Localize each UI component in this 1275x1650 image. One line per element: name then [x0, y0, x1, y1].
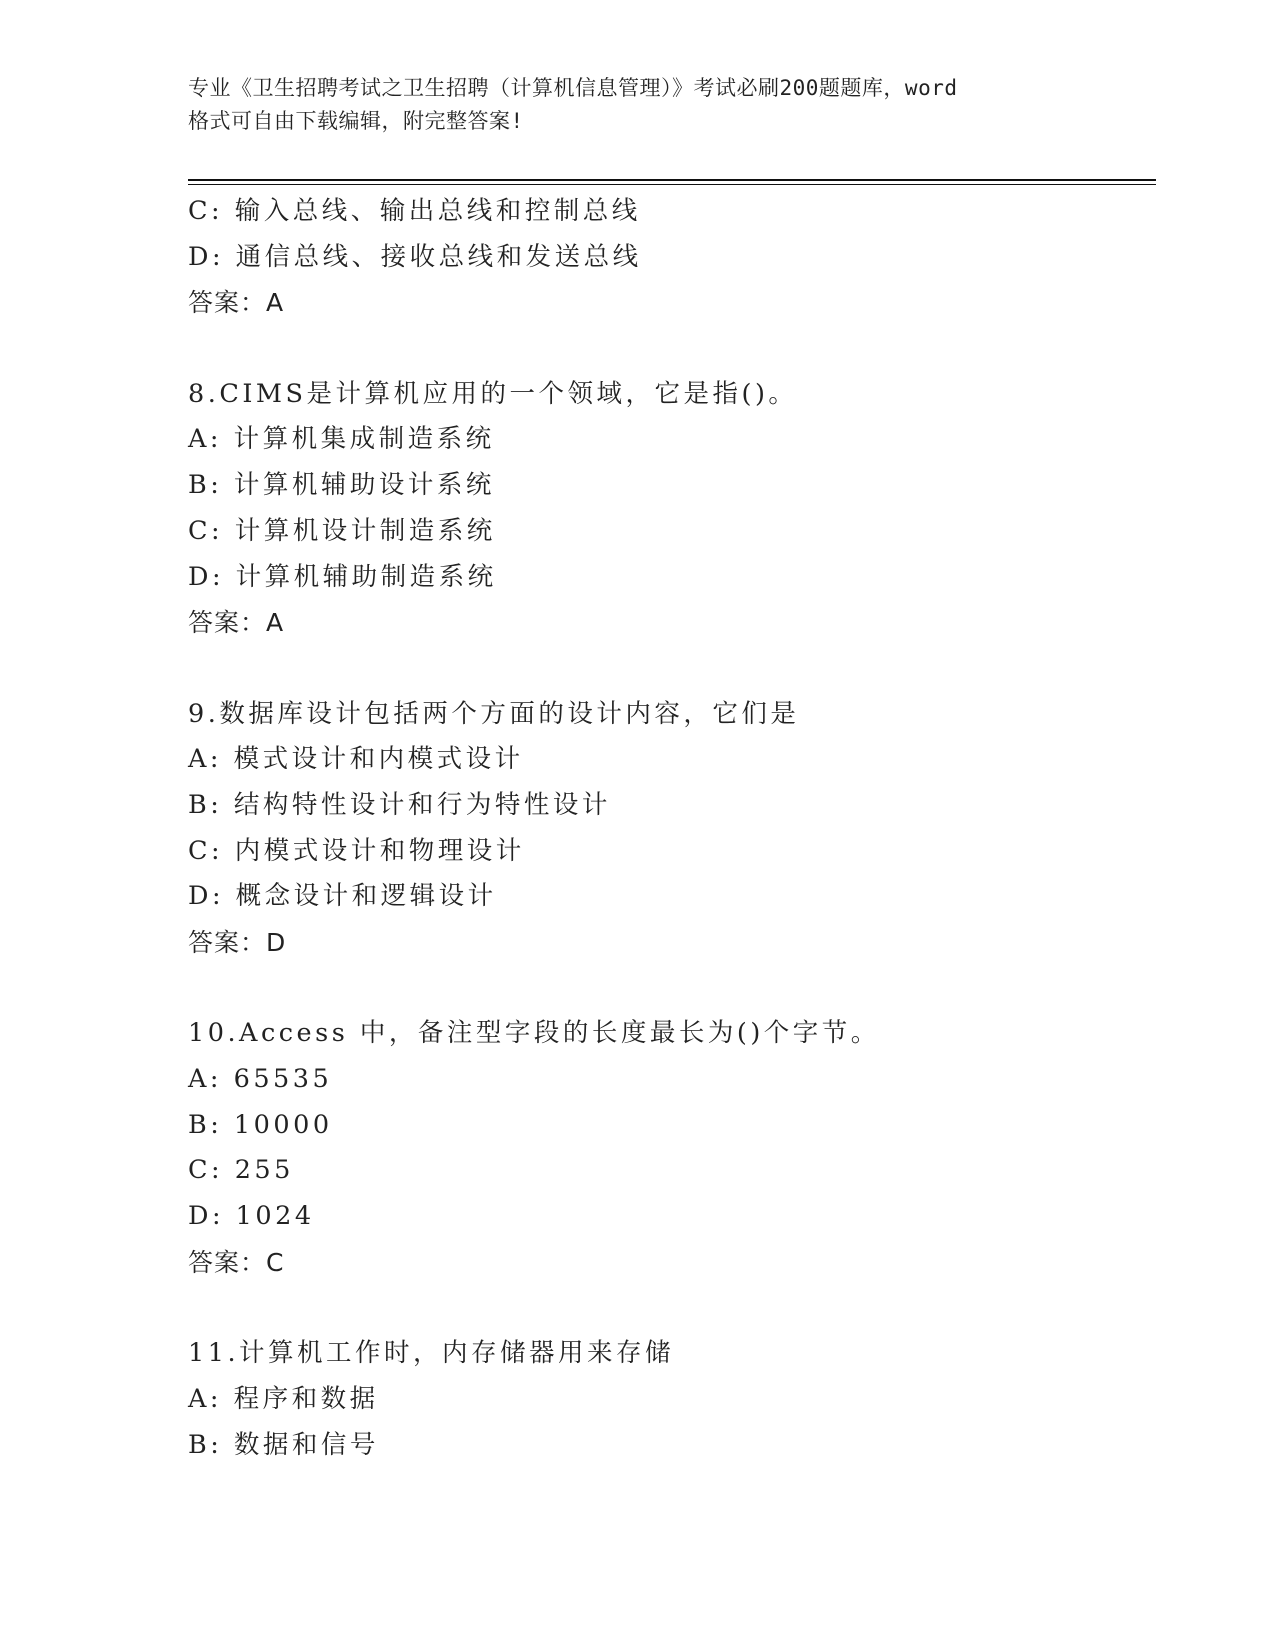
option-c: C: 计算机设计制造系统 [188, 515, 496, 546]
question-7 [188, 189, 1148, 326]
header-divider-thick [188, 179, 1156, 181]
question-11 [188, 1331, 1148, 1468]
answer: 答案：A [188, 288, 285, 318]
option-d: D: 计算机辅助制造系统 [188, 561, 497, 592]
question-8 [188, 372, 1148, 646]
question-text: 9.数据库设计包括两个方面的设计内容，它们是 [188, 698, 800, 729]
option-c: C: 内模式设计和物理设计 [188, 835, 525, 866]
option-a: A: 计算机集成制造系统 [188, 424, 495, 455]
option-d: D: 1024 [188, 1201, 315, 1232]
question-text: 10.Access 中，备注型字段的长度最长为()个字节。 [188, 1018, 880, 1049]
option-a: A: 65535 [188, 1064, 333, 1095]
document-header [188, 72, 1088, 138]
option-b: B: 10000 [188, 1109, 333, 1140]
option-d: D: 概念设计和逻辑设计 [188, 881, 497, 912]
option-b: B: 结构特性设计和行为特性设计 [188, 789, 611, 820]
option-b: B: 计算机辅助设计系统 [188, 470, 495, 501]
header-line-2: 格式可自由下载编辑，附完整答案! [188, 109, 524, 133]
option-b: B: 数据和信号 [188, 1429, 379, 1460]
option-c: C: 255 [188, 1155, 294, 1186]
option-a: A: 程序和数据 [188, 1383, 379, 1414]
option-a: A: 模式设计和内模式设计 [188, 744, 524, 775]
question-10 [188, 1011, 1148, 1285]
question-9 [188, 692, 1148, 966]
header-divider-thin [188, 184, 1156, 185]
question-text: 8.CIMS是计算机应用的一个领域，它是指()。 [188, 378, 798, 409]
question-list [188, 189, 1148, 1468]
answer: 答案：C [188, 1247, 285, 1277]
answer: 答案：A [188, 608, 285, 638]
option-d: D: 通信总线、接收总线和发送总线 [188, 241, 642, 272]
question-text: 11.计算机工作时，内存储器用来存储 [188, 1338, 675, 1369]
answer: 答案：D [188, 928, 287, 957]
header-line-1: 专业《卫生招聘考试之卫生招聘（计算机信息管理）》考试必刷200题题库，word [188, 76, 958, 100]
option-c: C: 输入总线、输出总线和控制总线 [188, 196, 641, 226]
